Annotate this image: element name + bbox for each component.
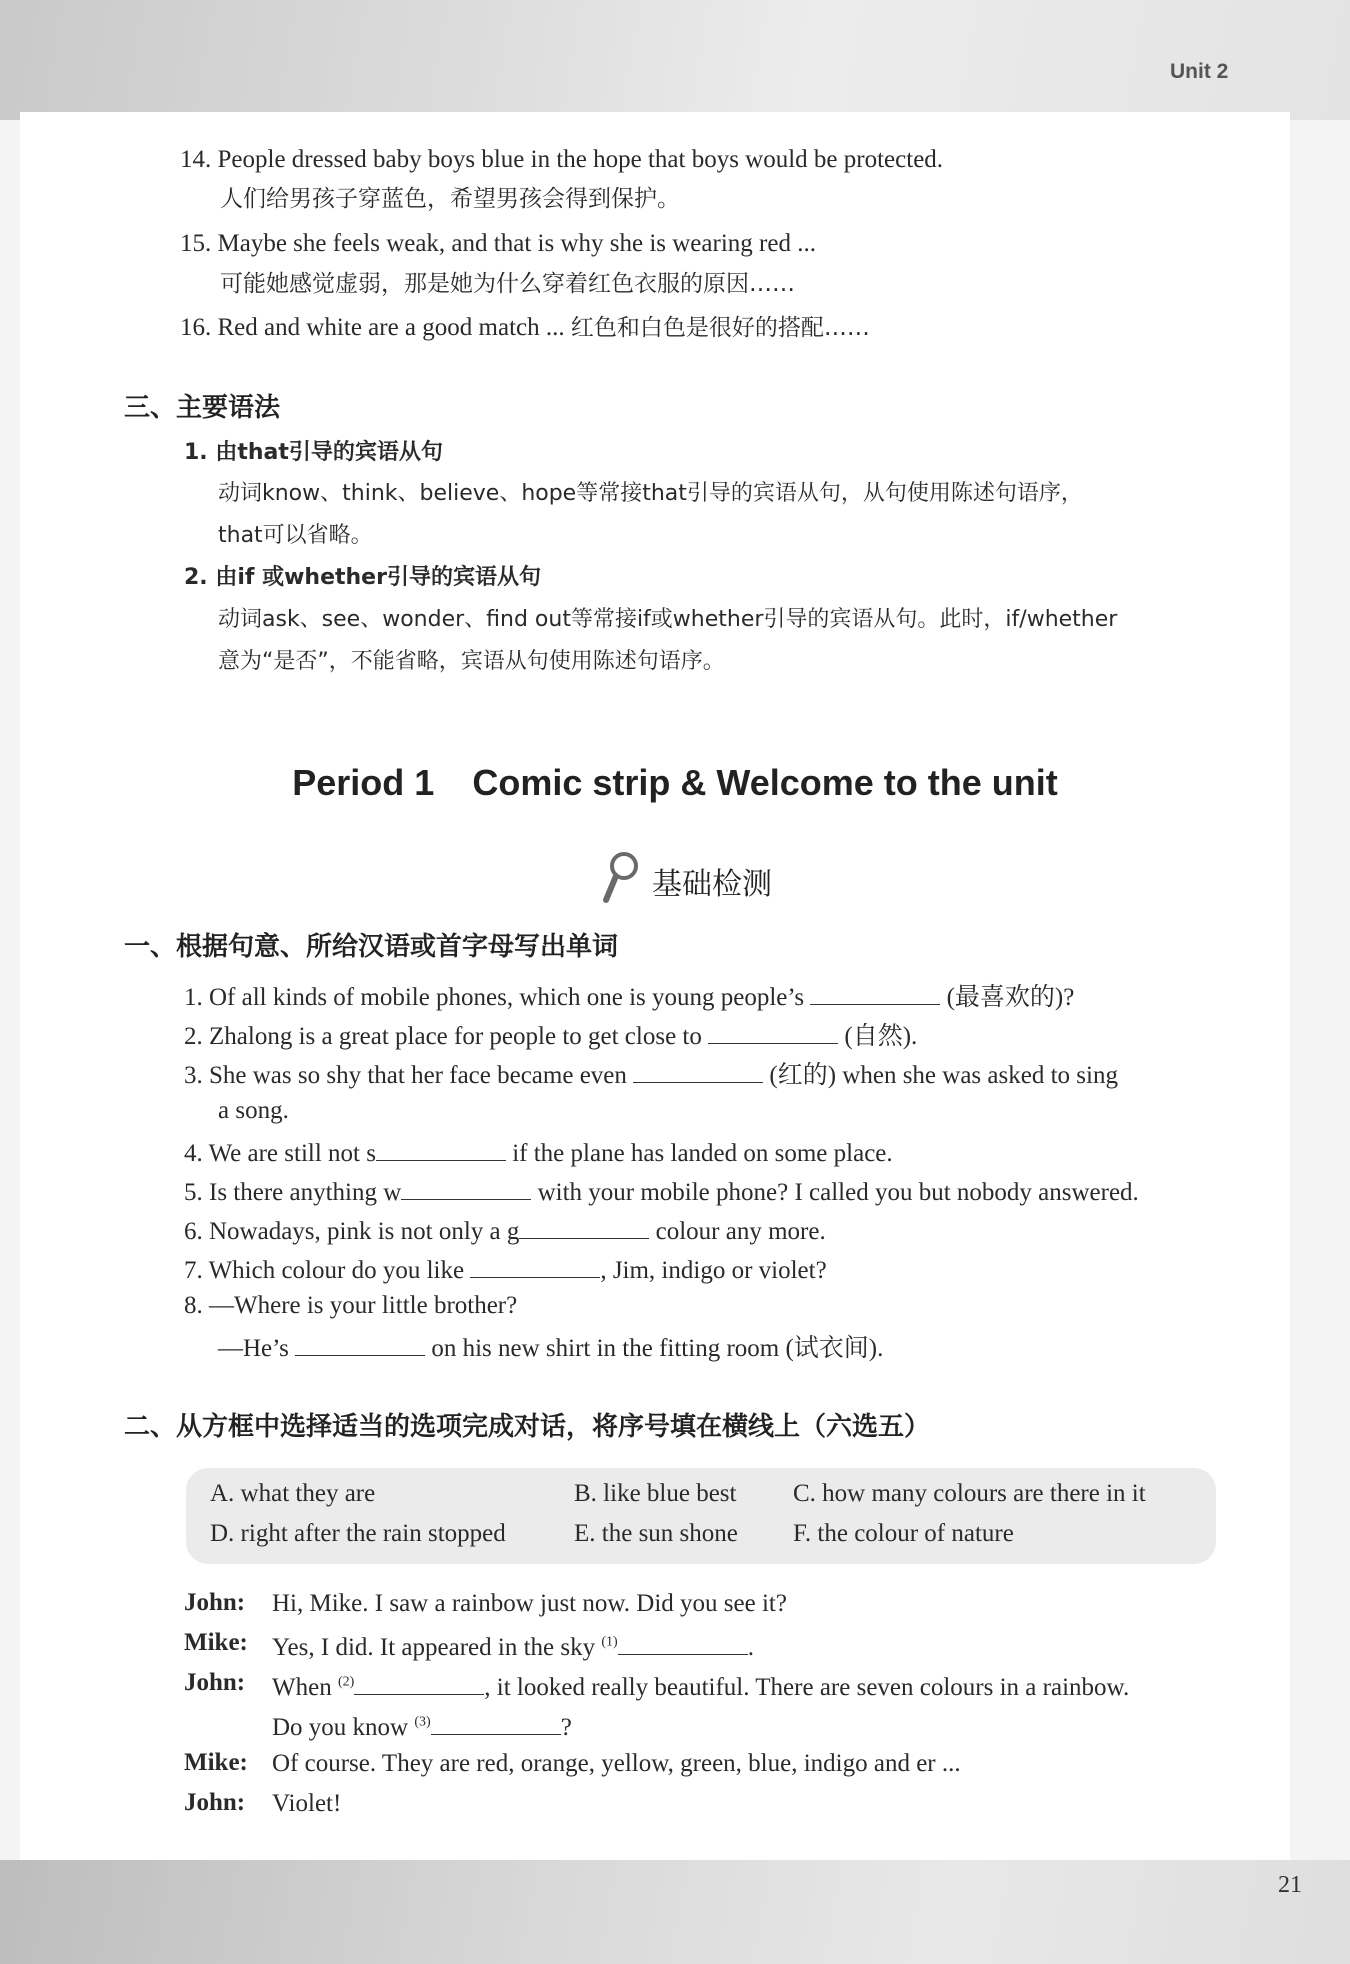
sentence-english: Red and white are a good match ...	[217, 314, 565, 341]
blank-number: (2)	[337, 1674, 355, 1690]
answer-blank-1[interactable]	[618, 1629, 748, 1655]
grammar-item-2-line1: 动词ask、see、wonder、find out等常接if或whether引导的宾语从句。此时，if/whether	[218, 607, 1118, 632]
sub-heading-label: 基础检测	[652, 866, 772, 902]
speaker-john: John:	[184, 1589, 246, 1616]
option-e: E. the sun shone	[574, 1520, 738, 1547]
dialogue-text-end: , it looked really beautiful. There are seven colours in a rainbow.	[484, 1674, 1130, 1701]
exercise-1-item-8-reply	[218, 1330, 883, 1364]
answer-blank[interactable]	[633, 1057, 763, 1083]
grammar-item-1-line2: that可以省略。	[218, 523, 373, 548]
grammar-item-2-line2: 意为“是否”，不能省略，宾语从句使用陈述句语序。	[218, 649, 725, 674]
sentence-15	[180, 229, 816, 259]
exercise-1-item-2	[184, 1018, 917, 1052]
dialogue-text: Do you know	[272, 1714, 409, 1741]
answer-blank-3[interactable]	[431, 1709, 561, 1735]
dialogue-line-1: Hi, Mike. I saw a rainbow just now. Did you see it?	[272, 1590, 787, 1617]
item-rest: , Jim, indigo or violet?	[600, 1257, 827, 1284]
dialogue-line-6: Violet!	[272, 1790, 342, 1817]
item-number: 7.	[184, 1257, 203, 1284]
speaker-mike: Mike:	[184, 1749, 248, 1776]
item-text: We are still not s	[208, 1140, 376, 1167]
exercise-1-item-1	[184, 979, 1074, 1013]
sentence-16	[180, 313, 870, 343]
item-number: 1.	[184, 984, 203, 1011]
item-text: —Where is your little brother?	[209, 1292, 518, 1319]
exercise-2-title: 二、从方框中选择适当的选项完成对话，将序号填在横线上（六选五）	[124, 1412, 931, 1442]
grammar-item-2-title: 2. 由if 或whether引导的宾语从句	[184, 565, 541, 590]
exercise-1-item-4	[184, 1135, 893, 1169]
dialogue-line-2	[272, 1629, 754, 1663]
exercise-1-item-5	[184, 1174, 1139, 1208]
item-text: Of all kinds of mobile phones, which one is young people’s	[209, 984, 805, 1011]
answer-blank[interactable]	[401, 1174, 531, 1200]
sentence-number: 14.	[180, 146, 212, 173]
item-hint: (最喜欢的)?	[946, 984, 1075, 1011]
sentence-number: 15.	[180, 230, 212, 257]
answer-blank[interactable]	[708, 1018, 838, 1044]
period-heading	[0, 762, 1350, 804]
blank-number: (3)	[414, 1714, 431, 1730]
dialogue-line-3	[272, 1669, 1129, 1703]
answer-blank[interactable]	[295, 1330, 425, 1356]
item-text: —He’s	[218, 1335, 289, 1362]
grammar-item-1-title: 1. 由that引导的宾语从句	[184, 440, 443, 465]
blank-number: (1)	[601, 1634, 618, 1650]
item-number: 5.	[184, 1179, 203, 1206]
period-number: Period 1	[292, 762, 435, 803]
item-text: Zhalong is a great place for people to get close to	[209, 1023, 702, 1050]
item-number: 6.	[184, 1218, 203, 1245]
item-rest: with your mobile phone? I called you but nobody answered.	[537, 1179, 1139, 1206]
dialogue-text-end: .	[747, 1634, 754, 1661]
grammar-item-1-line1: 动词know、think、believe、hope等常接that引导的宾语从句，从句使用陈述句语序，	[218, 481, 1083, 506]
exercise-1-item-3	[184, 1057, 1118, 1091]
dialogue-text: Yes, I did. It appeared in the sky	[272, 1634, 596, 1661]
answer-blank[interactable]	[470, 1252, 600, 1278]
answer-blank-2[interactable]	[354, 1669, 484, 1695]
speaker-mike: Mike:	[184, 1629, 248, 1656]
dialogue-text: When	[272, 1674, 332, 1701]
item-number: 2.	[184, 1023, 203, 1050]
sentence-translation: 红色和白色是很好的搭配……	[570, 315, 870, 341]
dialogue-text-end: ?	[560, 1714, 572, 1741]
item-text: She was so shy that her face became even	[209, 1062, 627, 1089]
item-number: 3.	[184, 1062, 203, 1089]
option-f: F. the colour of nature	[793, 1520, 1014, 1547]
item-rest: colour any more.	[655, 1218, 826, 1245]
item-hint: (红的) when she was asked to sing	[769, 1062, 1118, 1089]
answer-blank[interactable]	[519, 1213, 649, 1239]
item-hint: (自然).	[844, 1023, 918, 1050]
sentence-14-translation: 人们给男孩子穿蓝色，希望男孩会得到保护。	[220, 186, 680, 212]
grammar-section-title: 三、主要语法	[124, 393, 281, 423]
exercise-1-item-3-continued: a song.	[218, 1097, 289, 1124]
exercise-1-item-6	[184, 1213, 826, 1247]
period-title: Comic strip & Welcome to the unit	[472, 762, 1058, 803]
speaker-john: John:	[184, 1789, 246, 1816]
dialogue-line-4	[272, 1709, 572, 1743]
item-text: Which colour do you like	[208, 1257, 465, 1284]
item-text: Nowadays, pink is not only a g	[209, 1218, 520, 1245]
dialogue-line-5: Of course. They are red, orange, yellow, green, blue, indigo and er ...	[272, 1750, 961, 1777]
sentence-15-translation: 可能她感觉虚弱，那是她为什么穿着红色衣服的原因……	[220, 271, 795, 297]
exercise-1-item-8	[184, 1291, 517, 1321]
option-d: D. right after the rain stopped	[210, 1520, 506, 1547]
magnifier-icon	[600, 850, 640, 911]
option-c: C. how many colours are there in it	[793, 1480, 1146, 1507]
bottom-page-band	[0, 1860, 1350, 1964]
sentence-number: 16.	[180, 314, 212, 341]
option-b: B. like blue best	[574, 1480, 737, 1507]
sub-heading	[600, 850, 772, 911]
item-rest: if the plane has landed on some place.	[512, 1140, 893, 1167]
answer-blank[interactable]	[376, 1135, 506, 1161]
exercise-1-item-7	[184, 1252, 827, 1286]
option-a: A. what they are	[210, 1480, 376, 1507]
page-number: 21	[1278, 1872, 1302, 1898]
item-rest: on his new shirt in the fitting room (试衣间).	[431, 1335, 884, 1362]
answer-blank[interactable]	[810, 979, 940, 1005]
top-page-band	[0, 0, 1350, 120]
item-text: Is there anything w	[209, 1179, 402, 1206]
speaker-john: John:	[184, 1669, 246, 1696]
item-number: 8.	[184, 1292, 203, 1319]
sentence-english: Maybe she feels weak, and that is why she is wearing red ...	[217, 230, 816, 257]
unit-label: Unit 2	[1170, 60, 1229, 83]
exercise-1-title: 一、根据句意、所给汉语或首字母写出单词	[124, 932, 619, 962]
item-number: 4.	[184, 1140, 203, 1167]
sentence-english: People dressed baby boys blue in the hope that boys would be protected.	[217, 146, 944, 173]
sentence-14	[180, 145, 943, 175]
